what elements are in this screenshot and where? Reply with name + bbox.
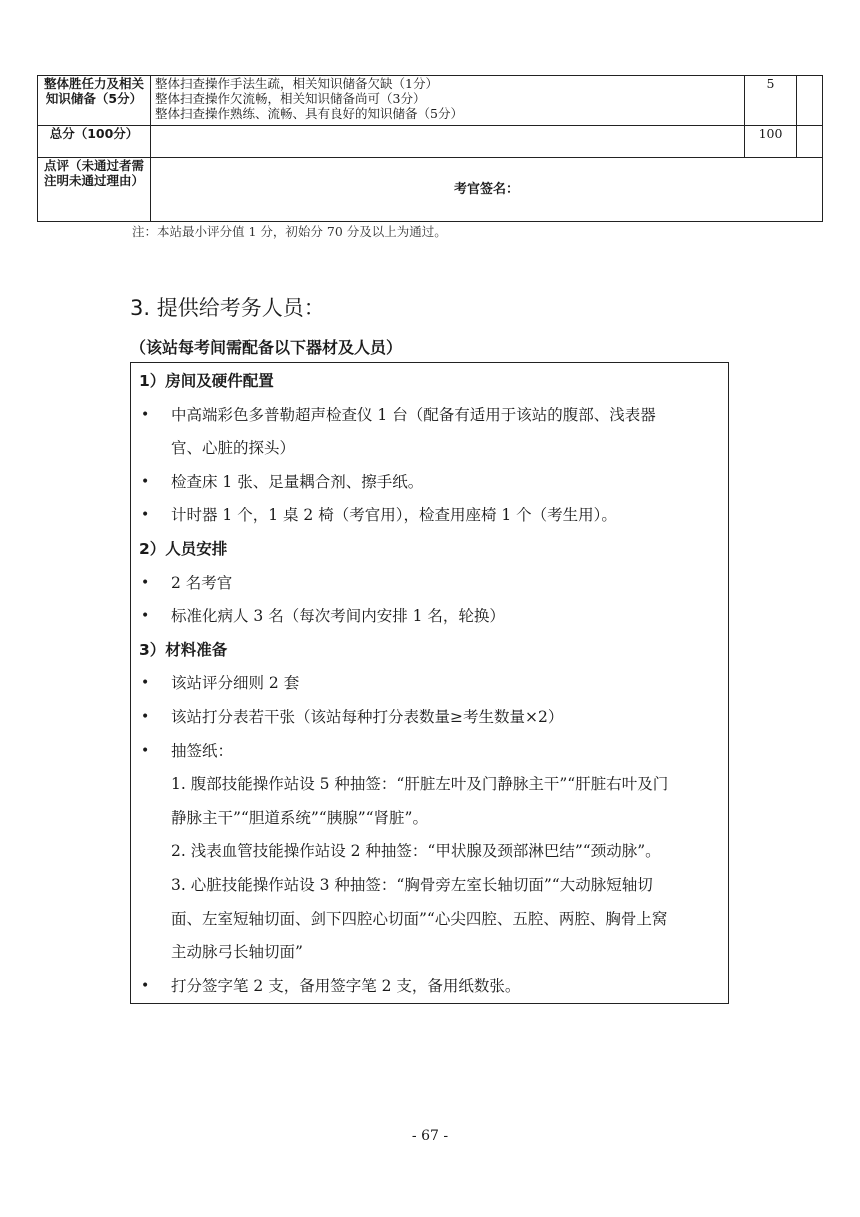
bullet-icon: • <box>141 406 150 423</box>
lot-item-abdomen: 1. 腹部技能操作站设 5 种抽签：“肝脏左叶及门静脉主干”“肝脏右叶及门 <box>171 775 669 794</box>
list-item <box>139 701 720 735</box>
bullet-icon: • <box>141 473 150 490</box>
list-item-text: 检查床 1 张、足量耦合剂、擦手纸。 <box>171 472 424 491</box>
list-item <box>139 466 720 500</box>
empty-cell <box>797 76 823 126</box>
lot-item-superficial: 2. 浅表血管技能操作站设 2 种抽签：“甲状腺及颈部淋巴结”“颈动脉”。 <box>171 842 661 861</box>
empty-cell <box>151 126 745 158</box>
requirements-box <box>130 362 729 1004</box>
lot-item-cardiac: 3. 心脏技能操作站设 3 种抽签：“胸骨旁左室长轴切面”“大动脉短轴切 <box>171 875 653 894</box>
list-item <box>139 735 720 769</box>
list-item <box>139 600 720 634</box>
heading-room-hardware: 1）房间及硬件配置 <box>139 372 274 390</box>
row-label: 总分（100分） <box>38 126 151 158</box>
score-value: 5 <box>745 76 797 126</box>
bullet-icon: • <box>141 742 150 759</box>
lot-item-cardiac-continuation: 主动脉弓长轴切面” <box>171 943 303 962</box>
bullet-icon: • <box>141 708 150 725</box>
bullet-icon: • <box>141 574 150 591</box>
criteria-item: 整体扫查操作欠流畅，相关知识储备尚可（3分） <box>155 91 426 106</box>
score-table <box>37 75 823 222</box>
bullet-icon: • <box>141 608 150 625</box>
heading-materials: 3）材料准备 <box>139 640 228 659</box>
bullet-icon: • <box>141 977 150 994</box>
list-item-text: 该站评分细则 2 套 <box>171 674 300 693</box>
row-label: 点评（未通过者需注明未通过理由） <box>38 158 151 222</box>
list-item-text: 2 名考官 <box>171 573 233 592</box>
criteria-item: 整体扫查操作手法生疏，相关知识储备欠缺（1分） <box>155 76 438 91</box>
empty-cell <box>797 126 823 158</box>
list-item <box>139 970 720 1004</box>
list-item-text: 计时器 1 个，1 桌 2 椅（考官用），检查用座椅 1 个（考生用）。 <box>171 506 617 525</box>
table-row <box>38 126 823 158</box>
criteria-cell <box>151 76 745 126</box>
examiner-signature: 考官签名： <box>151 158 823 222</box>
score-value: 100 <box>745 126 797 158</box>
list-item-text: 打分签字笔 2 支，备用签字笔 2 支，备用纸数张。 <box>171 976 521 995</box>
heading-personnel: 2）人员安排 <box>139 539 228 558</box>
row-label: 整体胜任力及相关知识储备（5分） <box>38 76 151 126</box>
list-item-text: 标准化病人 3 名（每次考间内安排 1 名，轮换） <box>171 607 505 626</box>
list-item <box>139 567 720 601</box>
lot-item-cardiac-continuation: 面、左室短轴切面、剑下四腔心切面”“心尖四腔、五腔、两腔、胸骨上窝 <box>171 909 668 928</box>
list-item-text: 该站打分表若干张（该站每种打分表数量≥考生数量×2） <box>171 707 564 726</box>
bullet-icon: • <box>141 507 150 524</box>
table-row <box>38 158 823 222</box>
list-item <box>139 399 720 433</box>
list-item-text: 中高端彩色多普勒超声检查仪 1 台（配备有适用于该站的腹部、浅表器 <box>171 405 656 424</box>
section-subtitle: （该站每考间需配备以下器材及人员） <box>130 338 403 357</box>
lot-item-abdomen-continuation: 静脉主干”“胆道系统”“胰腺”“肾脏”。 <box>171 808 428 827</box>
list-item-text: 抽签纸： <box>171 741 234 760</box>
list-item-continuation: 官、心脏的探头） <box>171 439 296 458</box>
scoring-note: 注：本站最小评分值 1 分，初始分 70 分及以上为通过。 <box>132 224 447 239</box>
list-item <box>139 667 720 701</box>
section-title: 3. 提供给考务人员： <box>130 296 325 320</box>
table-row <box>38 76 823 126</box>
criteria-item: 整体扫查操作熟练、流畅、具有良好的知识储备（5分） <box>155 106 463 121</box>
bullet-icon: • <box>141 675 150 692</box>
list-item <box>139 499 720 533</box>
page-number: - 67 - <box>411 1128 449 1144</box>
